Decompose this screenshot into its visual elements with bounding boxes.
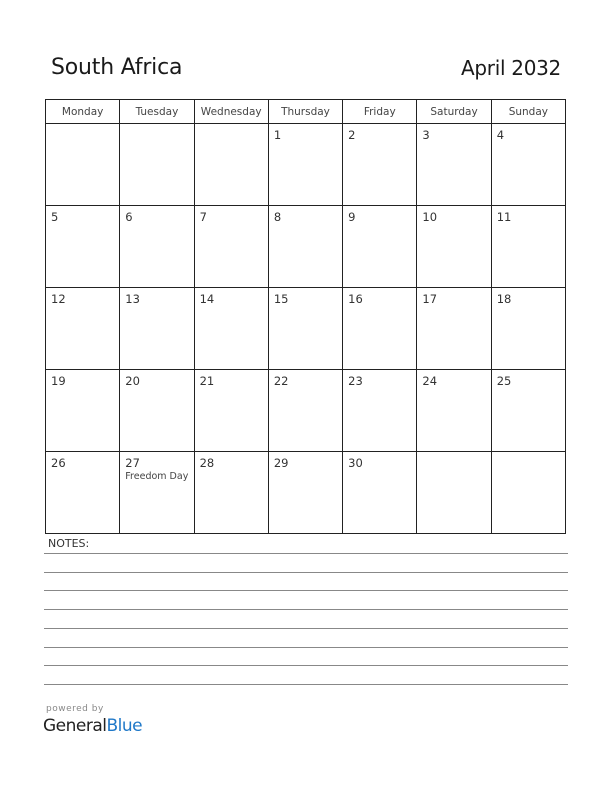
day-cell [417,124,491,206]
day-cell [194,124,268,206]
day-number: 7 [199,210,207,224]
day-number: 20 [125,374,140,388]
day-number: 10 [422,210,438,224]
generalblue-logo [43,716,142,736]
day-cell [268,370,342,452]
day-cell [46,370,120,452]
holiday-label: Freedom Day [125,471,189,482]
day-number: 8 [273,210,282,224]
day-cell [46,124,120,206]
weekday-wednesday: Wednesday [194,100,268,124]
day-cell [120,124,194,206]
day-number: 2 [348,128,356,142]
day-cell [194,370,268,452]
day-number: 15 [273,292,289,306]
day-number: 22 [273,374,289,388]
notes-line [44,647,568,648]
weekday-header-row [46,100,566,124]
notes-line [44,684,568,685]
day-cell [491,124,565,206]
day-cell [120,452,194,534]
day-number: 28 [199,456,215,470]
day-cell [194,206,268,288]
weekday-monday: Monday [46,100,120,124]
day-number: 6 [125,210,133,224]
brand-general: General [43,716,107,736]
notes-line [44,572,568,573]
notes-line [44,665,568,666]
day-number: 27 [125,456,140,470]
day-number: 17 [422,292,438,306]
day-number: 21 [199,374,215,388]
notes-line [44,628,568,629]
day-cell [194,288,268,370]
day-number: 12 [51,292,66,306]
weekday-saturday: Saturday [417,100,491,124]
day-cell [46,206,120,288]
notes-label: NOTES: [48,537,90,550]
powered-by-text: powered by [46,704,104,714]
day-number: 19 [51,374,66,388]
week-row [46,452,566,534]
day-number: 4 [496,128,505,142]
calendar-country-title: South Africa [51,55,183,80]
notes-line [44,609,568,610]
day-cell [491,288,565,370]
notes-line [44,590,568,591]
day-number: 3 [422,128,430,142]
weekday-thursday: Thursday [268,100,342,124]
day-cell [417,452,491,534]
day-number: 13 [125,292,140,306]
day-cell [268,452,342,534]
weekday-sunday: Sunday [491,100,565,124]
weekday-friday: Friday [343,100,417,124]
day-cell [46,288,120,370]
day-number: 1 [273,128,282,142]
week-row [46,370,566,452]
day-cell [491,206,565,288]
day-cell [491,370,565,452]
day-cell [268,288,342,370]
brand-blue: Blue [106,716,143,736]
day-cell [343,124,417,206]
day-number: 26 [51,456,66,470]
notes-line [44,553,568,554]
week-row [46,206,566,288]
day-number: 24 [422,374,438,388]
calendar-month-year: April 2032 [461,56,561,80]
day-cell [417,370,491,452]
day-number: 16 [348,292,363,306]
week-row [46,124,566,206]
day-cell [343,206,417,288]
calendar-grid [45,99,566,534]
day-number: 5 [51,210,59,224]
day-cell [417,288,491,370]
day-number: 18 [496,292,512,306]
day-number: 23 [348,374,363,388]
day-cell [417,206,491,288]
day-cell [120,288,194,370]
day-number: 30 [348,456,363,470]
day-number: 29 [273,456,289,470]
day-cell [343,370,417,452]
day-cell [268,206,342,288]
day-cell [194,452,268,534]
day-cell [491,452,565,534]
day-cell [343,452,417,534]
weekday-tuesday: Tuesday [120,100,194,124]
day-number: 9 [348,210,356,224]
day-number: 11 [496,210,512,224]
day-cell [120,206,194,288]
week-row [46,288,566,370]
day-number: 14 [199,292,215,306]
day-cell [343,288,417,370]
day-cell [120,370,194,452]
day-cell [268,124,342,206]
day-cell [46,452,120,534]
day-number: 25 [496,374,512,388]
